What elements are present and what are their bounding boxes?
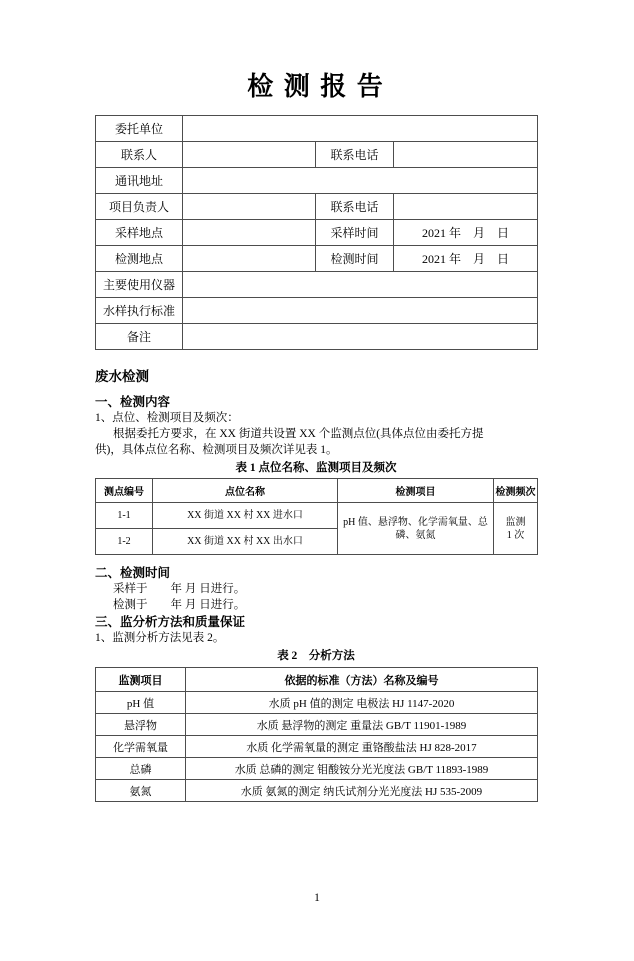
frequency-line2: 1 次: [506, 529, 525, 541]
methods-table: [95, 667, 538, 802]
report-page: [0, 72, 634, 961]
table2-row: [96, 714, 538, 736]
table2-row: [96, 692, 538, 714]
info-value-cell: 2021 年 月 日: [394, 246, 538, 272]
table2-row: [96, 758, 538, 780]
info-row: [96, 272, 538, 298]
info-row: [96, 298, 538, 324]
info-row: [96, 324, 538, 350]
info-value-cell: 2021 年 月 日: [394, 220, 538, 246]
info-label-cell: 主要使用仪器: [96, 272, 183, 298]
info-label-cell: 检测时间: [316, 246, 394, 272]
method-item-cell: 总磷: [96, 758, 186, 780]
info-row: [96, 142, 538, 168]
table1-header-items: 检测项目: [338, 479, 494, 503]
info-value-cell: [183, 220, 316, 246]
info-label-cell: 联系电话: [316, 194, 394, 220]
info-value-cell: [183, 324, 538, 350]
table1-header-frequency: 检测频次: [494, 479, 538, 503]
info-row: [96, 246, 538, 272]
info-label-cell: 委托单位: [96, 116, 183, 142]
method-standard-cell: 水质 pH 值的测定 电极法 HJ 1147-2020: [186, 692, 538, 714]
point-name-cell: XX 街道 XX 村 XX 出水口: [153, 529, 338, 555]
section1-heading: 一、检测内容: [95, 395, 171, 409]
method-item-cell: 氨氮: [96, 780, 186, 802]
table1-header-row: [96, 479, 538, 503]
info-label-cell: 采样时间: [316, 220, 394, 246]
info-value-cell: [183, 142, 316, 168]
info-label-cell: 项目负责人: [96, 194, 183, 220]
method-item-cell: 悬浮物: [96, 714, 186, 736]
method-standard-cell: 水质 悬浮物的测定 重量法 GB/T 11901-1989: [186, 714, 538, 736]
table2-header-method: 依据的标准（方法）名称及编号: [186, 668, 538, 692]
table2-caption: 表 2 分析方法: [277, 650, 355, 662]
section1-paragraph-line1: 根据委托方要求，在 XX 街道共设置 XX 个监测点位(具体点位由委托方提: [113, 428, 484, 440]
info-label-cell: 备注: [96, 324, 183, 350]
table2-row: [96, 736, 538, 758]
info-row: [96, 168, 538, 194]
table1-header-point-name: 点位名称: [153, 479, 338, 503]
report-title: 检 测 报 告: [247, 72, 385, 101]
info-label-cell: 水样执行标准: [96, 298, 183, 324]
frequency-cell: [494, 503, 538, 555]
info-value-cell: [183, 194, 316, 220]
info-label-cell: 通讯地址: [96, 168, 183, 194]
testing-date-line: 检测于 年 月 日进行。: [113, 599, 246, 611]
method-item-cell: pH 值: [96, 692, 186, 714]
info-row: [96, 220, 538, 246]
sampling-date-line: 采样于 年 月 日进行。: [113, 583, 246, 595]
monitor-items-cell: pH 值、悬浮物、化学需氧量、总磷、氨氮: [338, 503, 494, 555]
info-label-cell: 联系人: [96, 142, 183, 168]
table1-header-point-id: 测点编号: [96, 479, 153, 503]
info-row: [96, 116, 538, 142]
info-label-cell: 联系电话: [316, 142, 394, 168]
method-standard-cell: 水质 化学需氧量的测定 重铬酸盐法 HJ 828-2017: [186, 736, 538, 758]
page-number: 1: [314, 892, 320, 904]
method-standard-cell: 水质 总磷的测定 钼酸铵分光光度法 GB/T 11893-1989: [186, 758, 538, 780]
table2-row: [96, 780, 538, 802]
info-value-cell: [183, 298, 538, 324]
points-table: [95, 478, 538, 555]
point-name-cell: XX 街道 XX 村 XX 进水口: [153, 503, 338, 529]
section1-item: 1、点位、检测项目及频次：: [95, 412, 239, 424]
info-value-cell: [394, 194, 538, 220]
section3-item: 1、监测分析方法见表 2。: [95, 632, 225, 644]
info-value-cell: [394, 142, 538, 168]
section2-heading: 二、检测时间: [95, 566, 171, 580]
table2-header-item: 监测项目: [96, 668, 186, 692]
method-item-cell: 化学需氧量: [96, 736, 186, 758]
info-value-cell: [183, 246, 316, 272]
info-label-cell: 检测地点: [96, 246, 183, 272]
wastewater-heading: 废水检测: [95, 369, 149, 384]
info-row: [96, 194, 538, 220]
point-id-cell: 1-1: [96, 503, 153, 529]
frequency-line1: 监测: [505, 516, 526, 528]
section3-heading: 三、监分析方法和质量保证: [95, 615, 246, 629]
table2-header-row: [96, 668, 538, 692]
point-id-cell: 1-2: [96, 529, 153, 555]
info-value-cell: [183, 272, 538, 298]
info-value-cell: [183, 116, 538, 142]
table1-row: [96, 503, 538, 529]
info-label-cell: 采样地点: [96, 220, 183, 246]
table1-caption: 表 1 点位名称、监测项目及频次: [235, 462, 397, 474]
info-value-cell: [183, 168, 538, 194]
info-table: [95, 115, 538, 350]
section1-paragraph-line2: 供)，具体点位名称、检测项目及频次详见表 1。: [95, 444, 338, 456]
method-standard-cell: 水质 氨氮的测定 纳氏试剂分光光度法 HJ 535-2009: [186, 780, 538, 802]
